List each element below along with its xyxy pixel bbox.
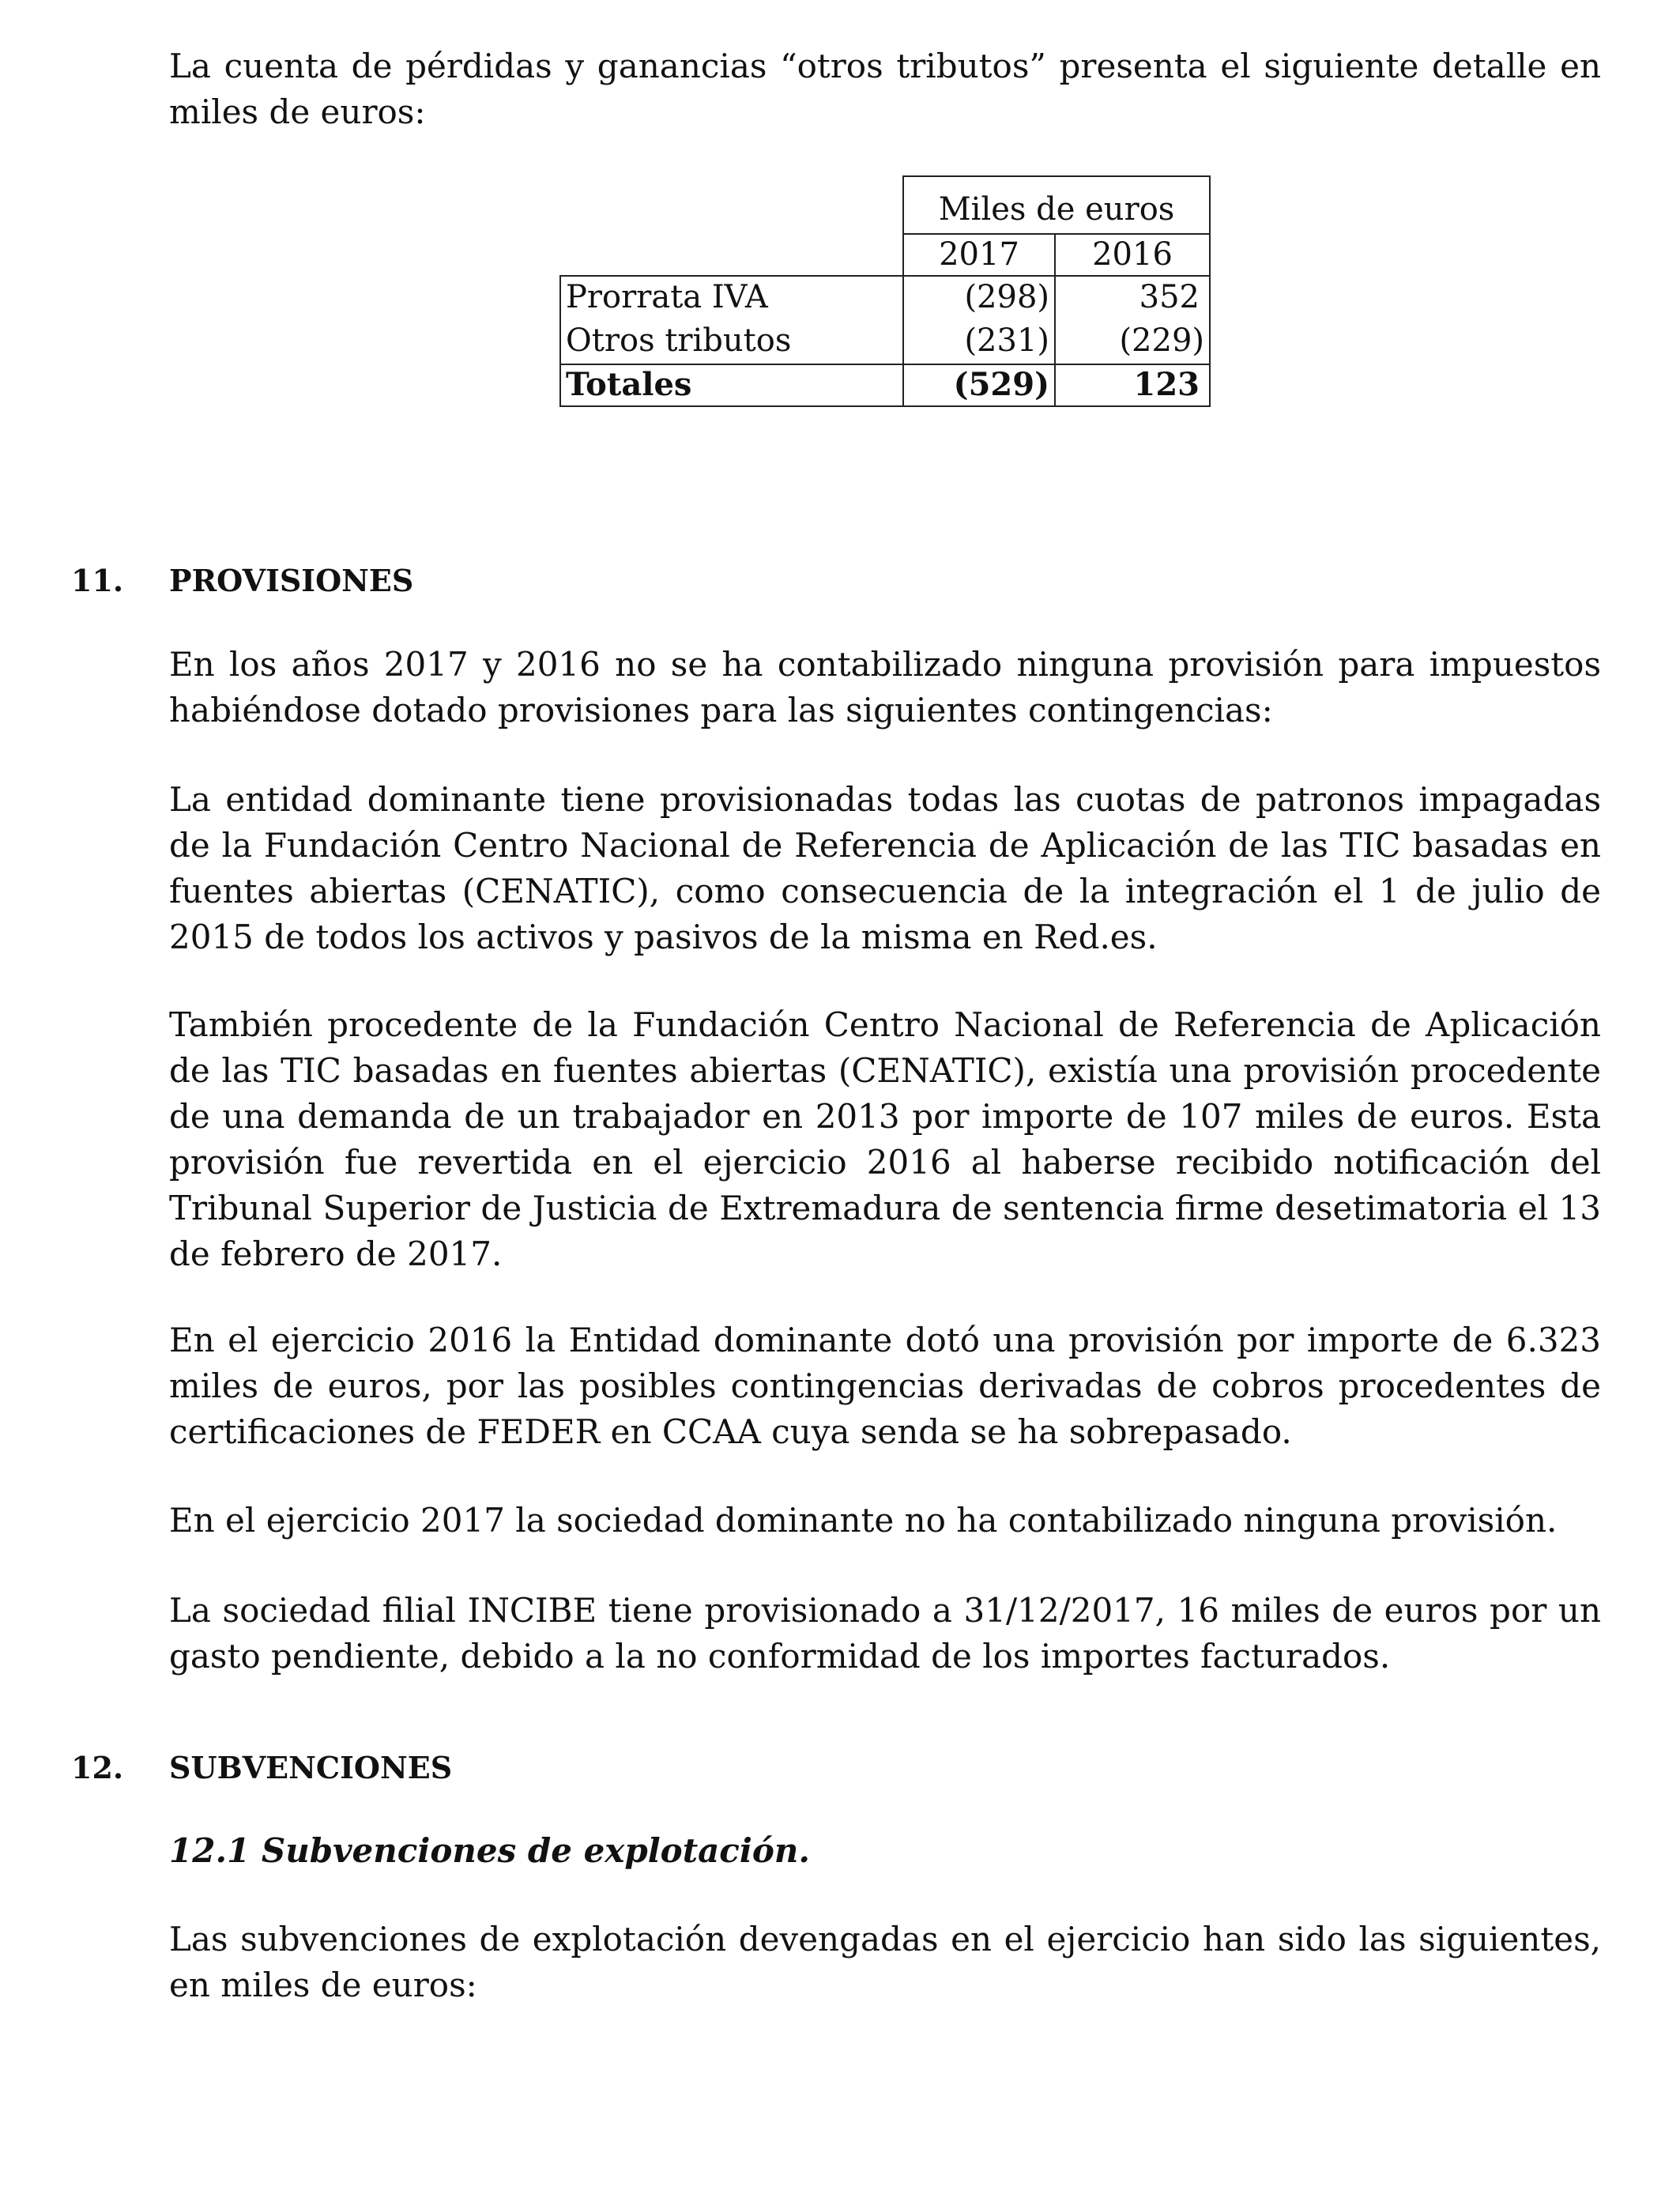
- table-border-top: [902, 175, 1211, 177]
- section-11-paragraph: La sociedad filial INCIBE tiene provisionado a 31/12/2017, 16 miles de euros por un gasto pendiente, debido a la no conformidad de los importes facturados.: [169, 1591, 1601, 1676]
- table-col-2017: 2017: [939, 236, 1019, 273]
- table-total-label: Totales: [566, 366, 692, 403]
- section-11-paragraph: En el ejercicio 2016 la Entidad dominante dotó una provisión por importe de 6.323 miles de euros, por las posibles contingencias derivadas de cobros procedentes de certificaciones de FEDER en CCAA cuya senda se ha sobrepasado.: [169, 1321, 1601, 1451]
- subsection-12-1-heading: 12.1 Subvenciones de explotación.: [169, 1831, 811, 1870]
- table-total-2017: (529): [953, 366, 1049, 403]
- section-12-paragraph: Las subvenciones de explotación devengadas en el ejercicio han sido las siguientes, en miles de euros:: [169, 1920, 1601, 2004]
- table-total-2016: 123: [1133, 366, 1200, 403]
- table-cell-2017: (231): [964, 322, 1049, 359]
- section-11-paragraph: También procedente de la Fundación Centro Nacional de Referencia de Aplicación de las TIC basadas en fuentes abiertas (CENATIC), existía una provisión procedente de una demanda de un trabajador en 2013 por importe de 107 miles de euros. Esta provisión fue revertida en el ejercicio 2016 al haberse recibido notificación del Tribunal Superior de Justicia de Extremadura de sentencia firme desetimatoria el 13 de febrero de 2017.: [169, 1005, 1601, 1273]
- section-11-paragraph: En los años 2017 y 2016 no se ha contabilizado ninguna provisión para impuestos habiéndose dotado provisiones para las siguientes contingencias:: [169, 645, 1601, 729]
- table-row-label: Otros tributos: [566, 322, 792, 359]
- table-border-left: [559, 275, 561, 407]
- section-title: PROVISIONES: [169, 563, 414, 598]
- intro-paragraph: La cuenta de pérdidas y ganancias “otros tributos” presenta el siguiente detalle en miles de euros:: [169, 47, 1601, 131]
- table-row-label: Prorrata IVA: [566, 279, 768, 315]
- table-border-bottom: [559, 405, 1211, 407]
- table-cell-2016: (229): [1119, 322, 1204, 359]
- table-group-header: Miles de euros: [938, 191, 1175, 228]
- section-number: 12.: [71, 1750, 124, 1785]
- table-cell-2016: 352: [1139, 279, 1200, 315]
- table-col-2016: 2016: [1092, 236, 1173, 273]
- section-11-paragraph: La entidad dominante tiene provisionadas todas las cuotas de patronos impagadas de la Fundación Centro Nacional de Referencia de Aplicación de las TIC basadas en fuentes abiertas (CENATIC), como consecuencia de la integración el 1 de julio de 2015 de todos los activos y pasivos de la misma en Red.es.: [169, 780, 1601, 956]
- table-cell-2017: (298): [964, 279, 1049, 315]
- section-11-paragraph: En el ejercicio 2017 la sociedad dominante no ha contabilizado ninguna provisión.: [169, 1501, 1558, 1540]
- table-border-body-top: [559, 275, 1211, 277]
- table-border-right: [1209, 175, 1211, 407]
- section-title: SUBVENCIONES: [169, 1750, 453, 1785]
- section-number: 11.: [71, 563, 124, 598]
